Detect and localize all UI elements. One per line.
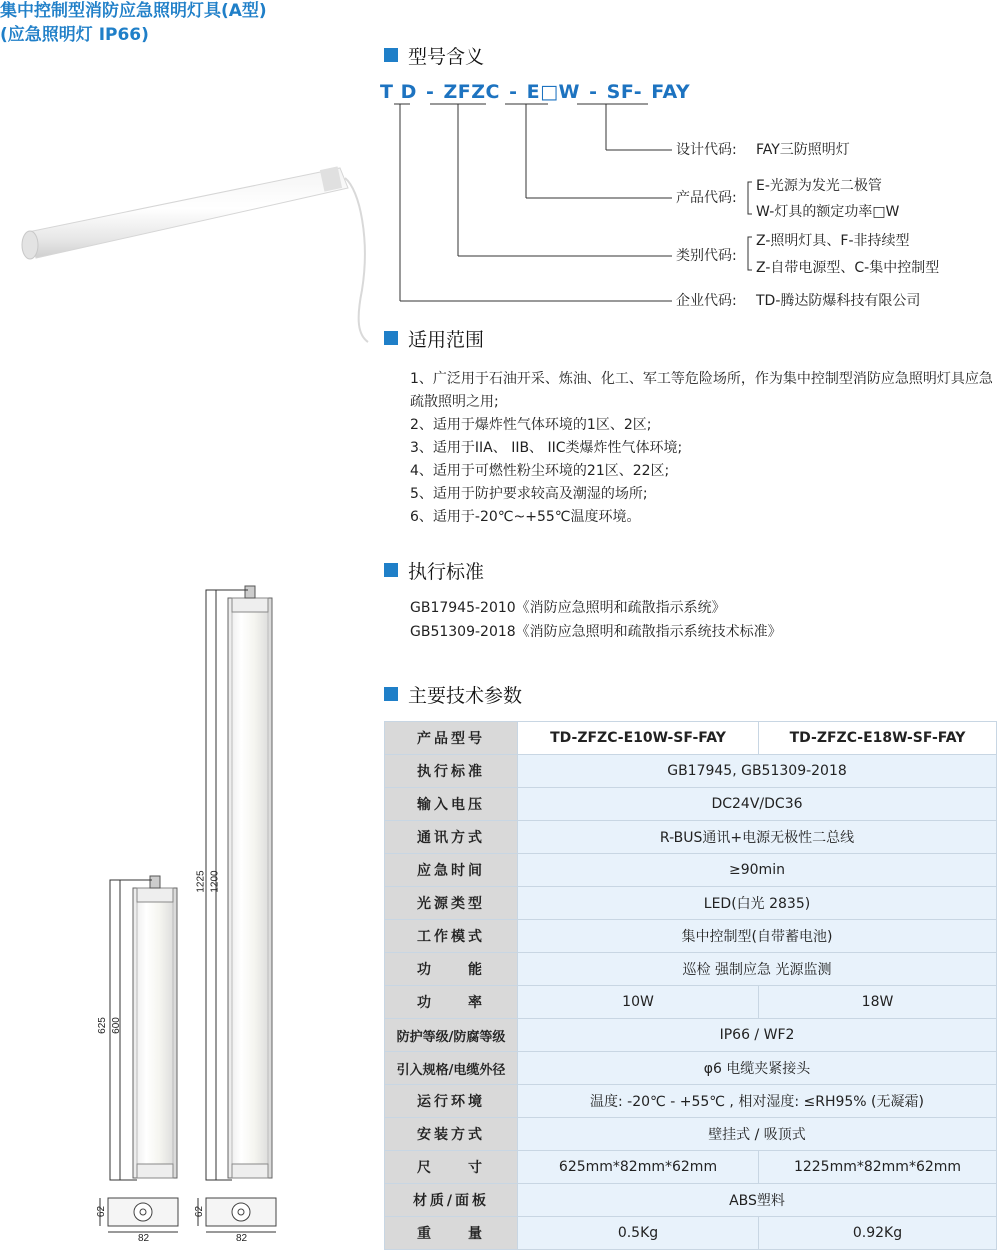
row-value: φ6 电缆夹紧接头 xyxy=(518,1052,997,1085)
scope-item-4: 4、适用于可燃性粉尘环境的21区、22区; xyxy=(410,463,670,479)
table-row xyxy=(385,854,997,887)
design-code-label: 设计代码: xyxy=(676,142,737,158)
row-label: 运行环境 xyxy=(385,1085,518,1118)
dim-height-long: 62 xyxy=(194,1205,206,1218)
row-value-10w: 625mm*82mm*62mm xyxy=(518,1151,759,1184)
row-value: ≥90min xyxy=(518,854,997,887)
scope-item-5: 5、适用于防护要求较高及潮湿的场所; xyxy=(410,486,648,502)
row-value-10w: 0.5Kg xyxy=(518,1217,759,1250)
section-marker-icon xyxy=(384,687,398,701)
section-standards-heading: 执行标准 xyxy=(384,559,484,581)
section-marker-icon xyxy=(384,48,398,62)
standard-1: GB17945-2010《消防应急照明和疏散指示系统》 xyxy=(410,600,726,616)
row-value: R-BUS通讯+电源无极性二总线 xyxy=(518,821,997,854)
section-marker-icon xyxy=(384,331,398,345)
table-header-row xyxy=(385,722,997,755)
row-label: 尺 寸 xyxy=(385,1151,518,1184)
table-row xyxy=(385,887,997,920)
page-title: 集中控制型消防应急照明灯具(A型) xyxy=(0,1,267,21)
page-subtitle: (应急照明灯 IP66) xyxy=(0,25,149,45)
table-row xyxy=(385,821,997,854)
row-value: GB17945, GB51309-2018 xyxy=(518,755,997,788)
table-row xyxy=(385,1184,997,1217)
table-row xyxy=(385,1052,997,1085)
table-row xyxy=(385,986,997,1019)
row-value: IP66 / WF2 xyxy=(518,1019,997,1052)
row-value: 巡检 强制应急 光源监测 xyxy=(518,953,997,986)
row-value-18w: 18W xyxy=(759,986,997,1019)
scope-item-6: 6、适用于-20℃~+55℃温度环境。 xyxy=(410,509,641,525)
category-code-line1: Z-照明灯具、F-非持续型 xyxy=(756,233,910,249)
table-header-label: 产品型号 xyxy=(385,722,518,755)
row-value-10w: 10W xyxy=(518,986,759,1019)
category-code-label: 类别代码: xyxy=(676,248,737,264)
model-18w: TD-ZFZC-E18W-SF-FAY xyxy=(759,722,997,755)
product-code-label: 产品代码: xyxy=(676,190,737,206)
row-label: 工作模式 xyxy=(385,920,518,953)
category-code-line2: Z-自带电源型、C-集中控制型 xyxy=(756,260,940,276)
product-code-line2: W-灯具的额定功率□W xyxy=(756,204,900,220)
dim-short-total: 625 xyxy=(96,1017,108,1034)
row-label: 安装方式 xyxy=(385,1118,518,1151)
row-label: 材质/面板 xyxy=(385,1184,518,1217)
row-label: 重 量 xyxy=(385,1217,518,1250)
row-value: 壁挂式 / 吸顶式 xyxy=(518,1118,997,1151)
row-label: 防护等级/防腐等级 xyxy=(385,1019,518,1052)
dim-width-long: 82 xyxy=(236,1233,248,1244)
dim-long-total: 1225 xyxy=(195,870,207,893)
row-label: 光源类型 xyxy=(385,887,518,920)
row-value: 温度: -20℃ - +55℃ , 相对湿度: ≤RH95% (无凝霜) xyxy=(518,1085,997,1118)
scope-item-3: 3、适用于IIA、 IIB、 IIC类爆炸性气体环境; xyxy=(410,440,683,456)
row-label: 功 率 xyxy=(385,986,518,1019)
model-10w: TD-ZFZC-E10W-SF-FAY xyxy=(518,722,759,755)
row-label: 引入规格/电缆外径 xyxy=(385,1052,518,1085)
table-row xyxy=(385,1118,997,1151)
row-label: 功 能 xyxy=(385,953,518,986)
row-label: 执行标准 xyxy=(385,755,518,788)
lamp-photo xyxy=(22,166,368,342)
row-value: LED(白光 2835) xyxy=(518,887,997,920)
section-model-heading: 型号含义 xyxy=(384,44,484,66)
scope-item-2: 2、适用于爆炸性气体环境的1区、2区; xyxy=(410,417,652,433)
row-label: 应急时间 xyxy=(385,854,518,887)
dim-height-short: 62 xyxy=(96,1205,108,1218)
section-scope-heading: 适用范围 xyxy=(384,327,484,349)
row-value: 集中控制型(自带蓄电池) xyxy=(518,920,997,953)
row-label: 输入电压 xyxy=(385,788,518,821)
table-row xyxy=(385,1217,997,1250)
table-row xyxy=(385,920,997,953)
table-row xyxy=(385,1019,997,1052)
dim-long-body: 1200 xyxy=(209,870,221,893)
table-row xyxy=(385,953,997,986)
section-params-heading: 主要技术参数 xyxy=(384,683,522,705)
standard-2: GB51309-2018《消防应急照明和疏散指示系统技术标准》 xyxy=(410,624,782,640)
product-code-line1: E-光源为发光二极管 xyxy=(756,178,882,194)
table-row xyxy=(385,755,997,788)
dimension-drawings xyxy=(100,586,276,1232)
company-code-value: TD-腾达防爆科技有限公司 xyxy=(756,293,921,309)
design-code-value: FAY三防照明灯 xyxy=(756,142,850,158)
row-value-18w: 1225mm*82mm*62mm xyxy=(759,1151,997,1184)
row-label: 通讯方式 xyxy=(385,821,518,854)
table-row xyxy=(385,1151,997,1184)
row-value: ABS塑料 xyxy=(518,1184,997,1217)
scope-item-1: 1、广泛用于石油开采、炼油、化工、军工等危险场所，作为集中控制型消防应急照明灯具应急疏散照明之用; xyxy=(410,371,993,410)
dim-width-short: 82 xyxy=(138,1233,150,1244)
model-code: T D - ZFZC - E□W - SF- FAY xyxy=(380,81,691,103)
table-row xyxy=(385,1085,997,1118)
section-marker-icon xyxy=(384,563,398,577)
row-value: DC24V/DC36 xyxy=(518,788,997,821)
dim-short-body: 600 xyxy=(110,1017,122,1034)
table-row xyxy=(385,788,997,821)
company-code-label: 企业代码: xyxy=(676,293,737,309)
row-value-18w: 0.92Kg xyxy=(759,1217,997,1250)
params-table xyxy=(384,721,997,1250)
